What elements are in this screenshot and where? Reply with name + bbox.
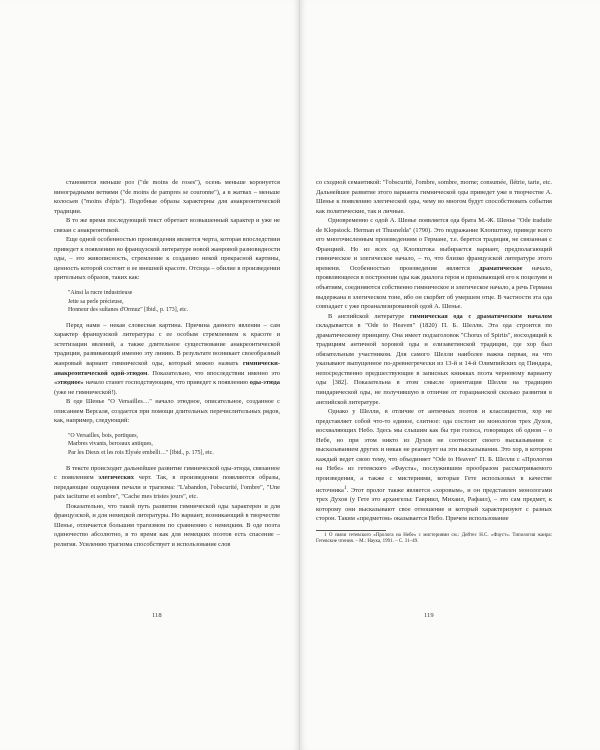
bold-term: оды-этюда [249,379,280,387]
left-paragraph-3: Еще одной особенностью произведения является черта, которая впоследствии приведет к появлению во французской литературе новой жанровой разновидности оды, – это живописность, стремление к созданию некой прекрасной картины, ценность которой состоит в ее внешней красоте. Отсюда – обилие в произведении зрительных образов, таких как: [54,236,280,282]
verse-line: Marbres vivants, berceaux antiques, [68,441,153,448]
right-paragraph-1: со сходной семантикой: "l'obscurité, l'ombre, sombre, morne; consumée, flétrie, tarie, etc. Дальнейшее развитие этого варианта гимнической оды приведет уже в творчестве А. Шенье к появлению элегической оды, чему во многом будут способствовать события как политические, так и личные. [316,179,552,215]
bold-term: элегических [98,474,134,482]
page-number: 119 [424,612,434,619]
left-page [0,0,299,750]
right-paragraph-2: Одновременно с одой А. Шенье появляется ода брата М.-Ж. Шенье "Ode traduite de Klopstock. Herman et Thusnelda" (1790). Это подражание Клопштоку, приведе всего его многочисленным произведениям о Германе, т.е. берется традиция, не связанная с Францией. Но из всех од Клопштока выбирается вариант, предполагающий гимническое и элегическое начало, – то, что близко французской литературе этого времени. Особенностью произведения является драматическое начало, проявляющееся в построении оды как диалога героя и призывающей его к поцелуям и объятиям, соединяются собственно гимническое и элегическое начало, а речь Германа выдержана в элегическом тоне, ибо он скорбит об умершем отце. В частности эта ода совпадает с уже проанализированной одой А. Шенье. [316,217,552,311]
left-paragraph-7: Показательно, что такой путь развития гимнической оды характерен и для французской, и для немецкой литературы. Но вариант, возникающий в творчестве Шенье, отличается большим трагизмом по сравнению с немецким. В оде поэта одиночество абсолютно, в то время как для немецких поэтов есть спасение – религия. Усилению трагизма способствует и использование слов [54,502,280,548]
left-paragraph-6: В тексте происходит дальнейшее развитие гимнической оды-этюда, связанное с появлением элегических черт. Так, в произведении появляются образы, передающие ощущения печали и трагизма: "L'abandon, l'obscurité, l'ombre", "Une paix taciturne et sombre", "Cache mes tristes jours", etc. [54,464,281,501]
verse-line: "O Versailles, bois, portiques, [68,432,139,439]
right-page [300,0,600,750]
verse-quote-2 [68,432,280,458]
left-paragraph-2: В то же время последующий текст обретает возвышенный характер и уже не связан с анакреонтикой. [54,217,280,234]
bold-term: драматическое [479,264,523,272]
footnote-divider [316,530,386,531]
citation: [Ibid., p. 175], etc. [169,450,214,456]
footnote: 1 О связи гетевского «Пролога на Небе» с мистериями см.: Дейтес Н.С. «Фауст». Типология жанра: Гетевские чтения. – М.: Наука, 1991. – С. 31–49. [316,532,552,545]
left-paragraph-5: В оде Шенье "O Versailles…" начало этюдное, описательное, созданное с описанием Версаля, создается при помощи длительных перечислительных рядов, как, например, следующий: [54,398,280,425]
citation: [Ibid., p. 173], etc. [144,307,188,314]
right-paragraph-4: Однако у Шелли, в отличие от античных поэтов и классицистов, хор не представляет собой что-то единое, слитное: ода состоит из монологов трех Духов, восхваляющих Небо. Здесь мы слышим как бы три голоса, говорящих об одном – о Небе, но при этом никто из Духов не соотносит своего высказывания с высказыванием других и никак не реагирует на эти высказывания. Это хор, в котором каждый ведет свою тему, что объединяет "Ode to Heaven" П. Б. Шелли с «Прологом на Небе» из гетевского «Фауста», послужившим прообразом рассматриваемого произведения, а также с мистериями, которые Гете использовал в качестве источника$^1$. Этот пролог также является «хоровым», и он представлен монологами трех Духов (у Гете это архангелы: Гавриил, Михаил, Рафаил), – это сам предмет, к которому они высказывают свое отношение и который характеризуют с разных сторон. Таким «предметом» оказывается Небо. Причем использование [316,408,552,523]
footnote-marker: 1 [343,484,347,491]
page-number: 118 [152,612,162,619]
verse-line: Honneur des sultanes d'Ormuz" [68,307,143,314]
verse-line: Jette sa perle précieuse, [68,298,124,305]
right-page-text [316,178,552,546]
right-paragraph-3: В английской литературе гимническая ода с драматическим началом складывается в "Ode to Heaven" (1820) П. Б. Шелли. Эта ода строится по драматическому принципу. Она имеет подзаголовок "Chorus of Spirits", восходящий к традициям античной хоровой оды и елизаветинской традиции, где хор был обязательным участником. Для самого Шелли наиболее важна первая, на что указывают выпущенное по-древнегречески из 13-й и 14-й Олимпийских од Пиндара, непосредственно предшествующие в записных книжках поэта черновому варианту оды [382]. Показательна в этом смысле ориентация Шелли на традицию пиндарической оды, не получившую в отличие от горацианской сколько развития в английской литературе. [316,312,553,406]
bold-term: гимническая ода с драматическим началом [409,312,553,320]
left-paragraph-4: Перед нами – некая словесная картина. Причина данного явления – сам характер французской литературы с ее особым стремлением к красоте и эстетизации явлений, а также длительное существование анакреонтической традиции, развивающей именно эту линию. В результате возникает своеобразный жанровый вариант гимнической оды, который можно назвать гимнически-анакреонтической одой-этюдом. Показательно, что впоследствии именно это «этюдное» начало станет господствующим, что приведет к появлению оды-этюда (уже не гимнической!). [54,321,280,396]
verse-line: "Ainsi la rucre industrieuse [68,290,133,297]
verse-line: Par les Dieux et les rois Elysée embelli…" [68,450,169,456]
left-paragraph-1: становится меньше роз ("de moins de roses"), осень меньше коронуется виноградными ветвями ("de moins de pampres se couronne"), а в жатвах – меньше колосьев ("moins d'épis"). Подобные образы характерны для анакреонтической традиции. [54,179,280,215]
bold-term: гимнически-анакреонтической одой-этюдом [54,359,280,377]
bold-term: «этюдное» [54,379,84,387]
verse-quote-1 [68,289,280,315]
left-page-text [54,178,280,550]
